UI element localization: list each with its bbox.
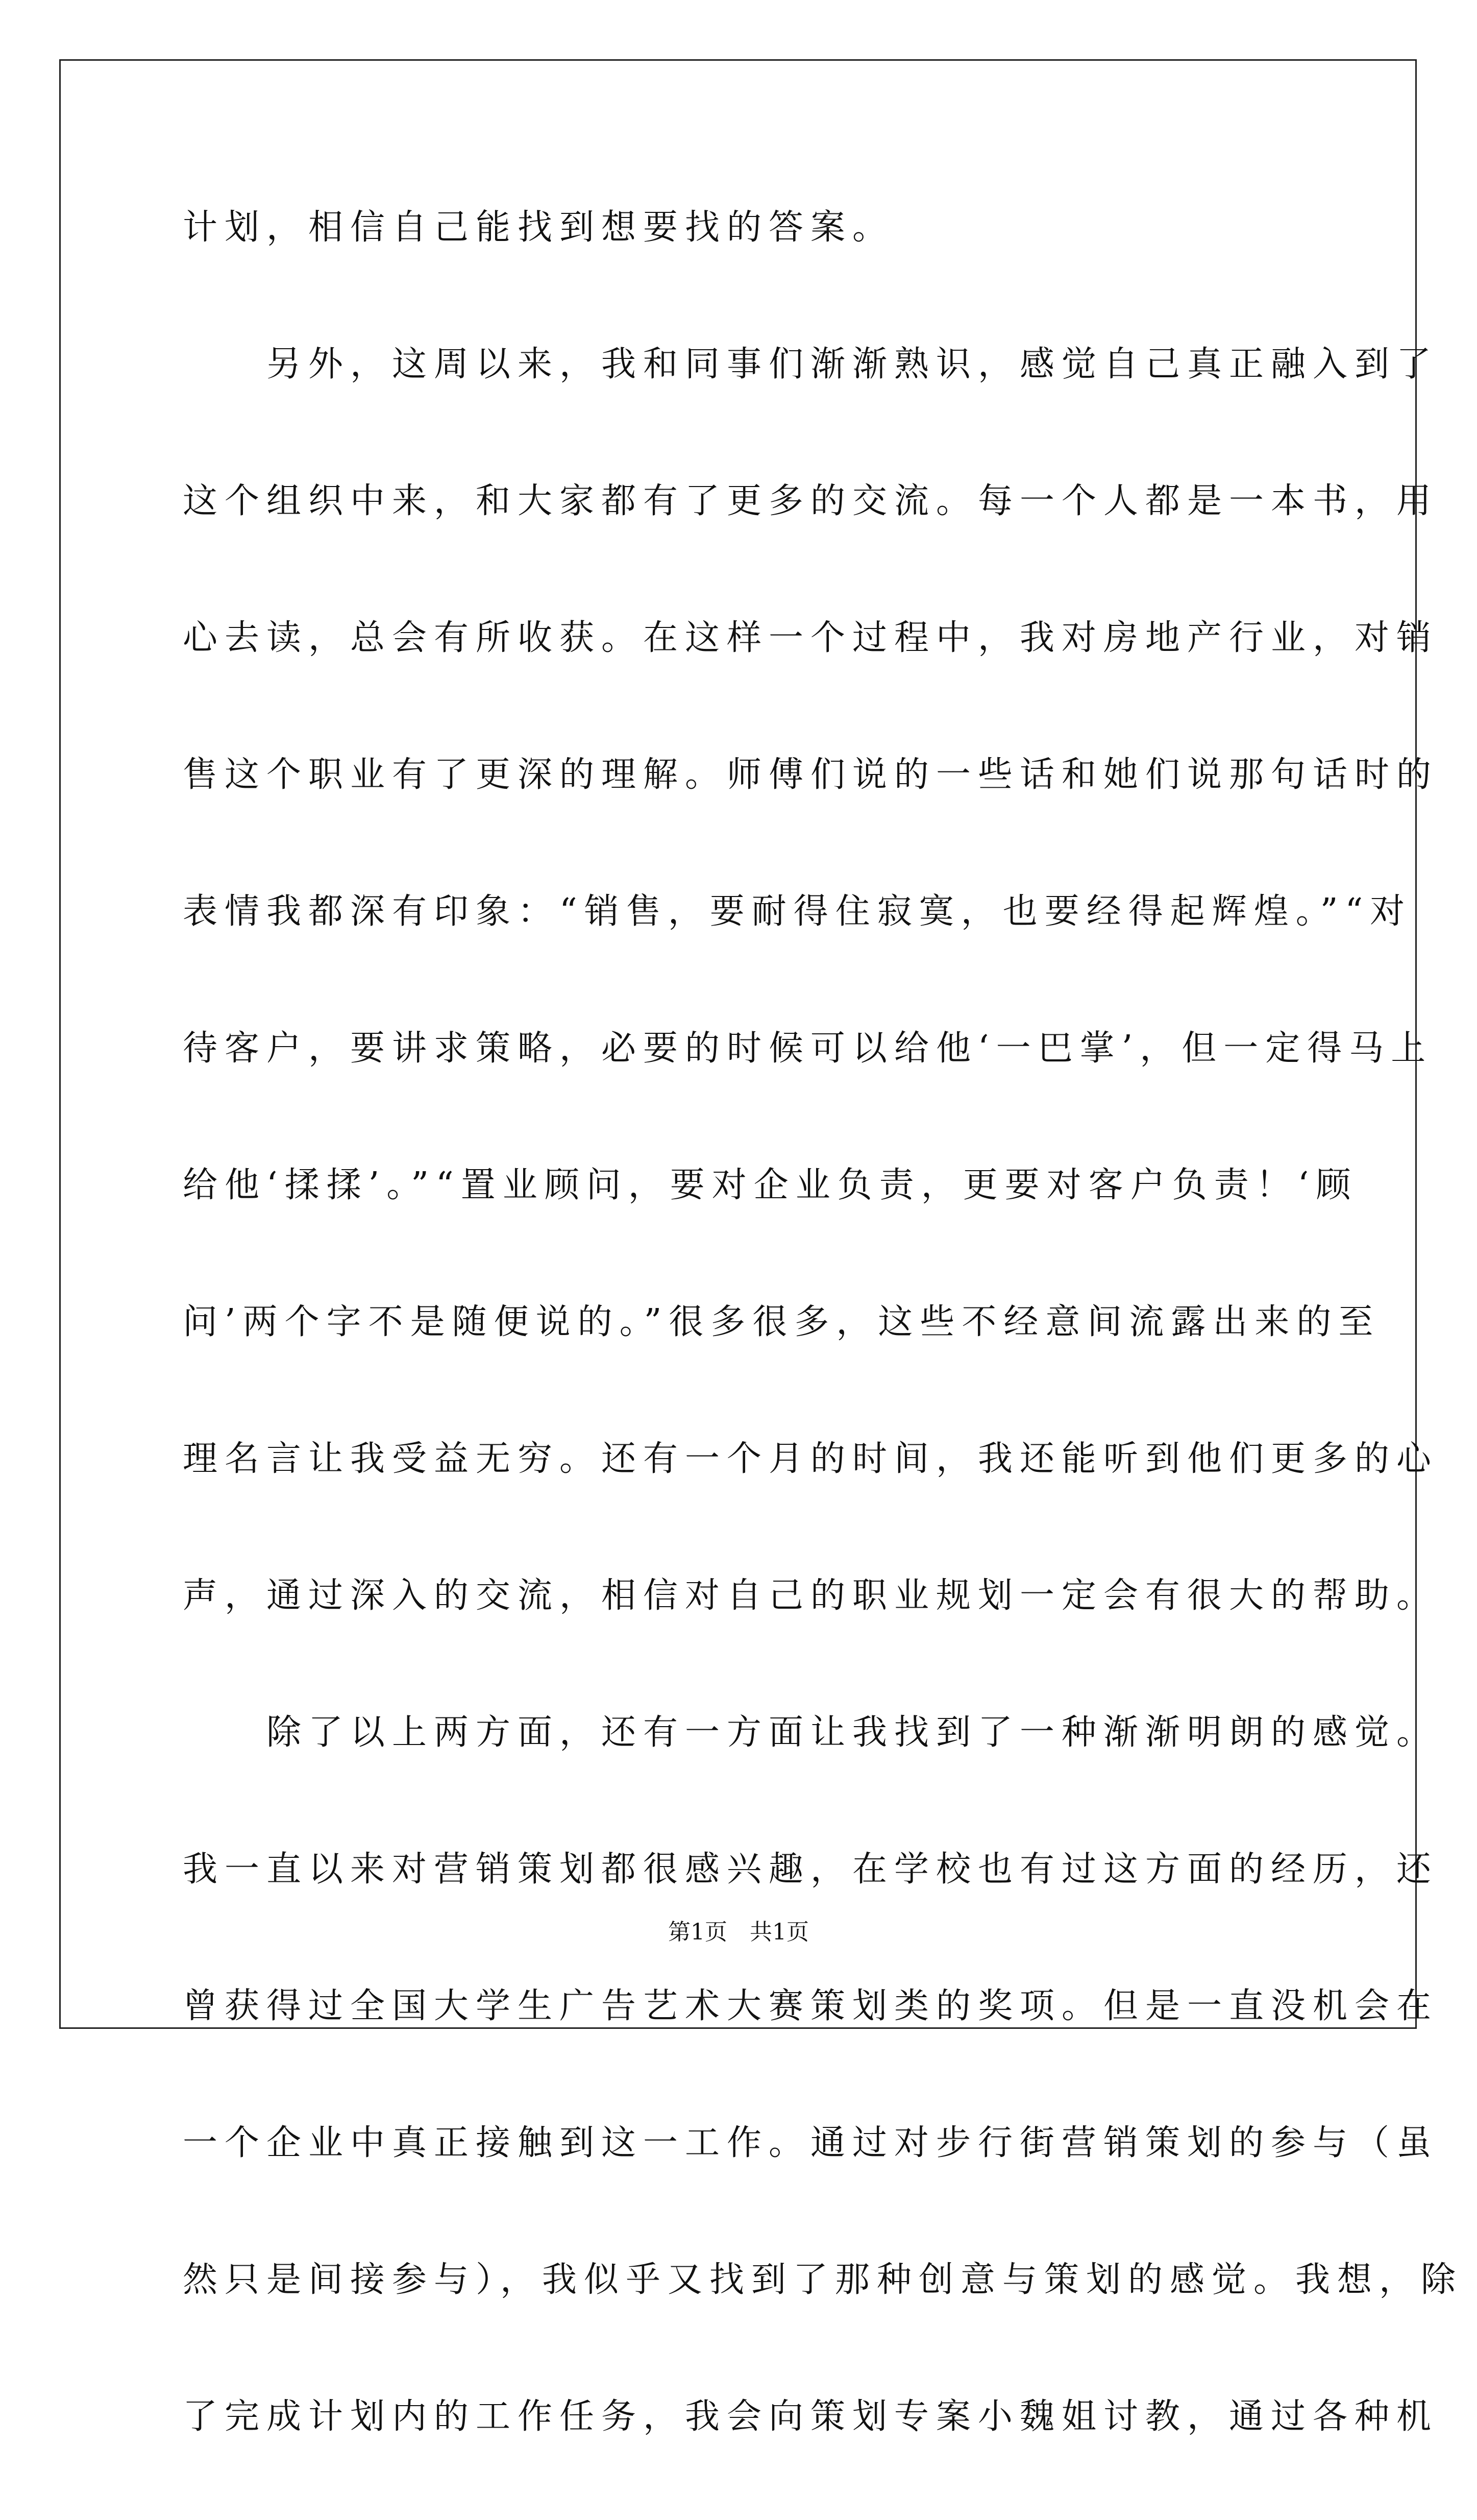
text-line: 了完成计划内的工作任务，我会向策划专案小魏姐讨教，通过各种机 <box>183 2396 1439 2437</box>
text-line: 然只是间接参与），我似乎又找到了那种创意与策划的感觉。我想，除 <box>183 2260 1463 2300</box>
text-line: 另外，这周以来，我和同事们渐渐熟识，感觉自己真正融入到了 <box>183 344 1439 384</box>
text-line: 曾获得过全国大学生广告艺术大赛策划类的奖项。但是一直没机会在 <box>183 1986 1439 2026</box>
text-line: 声，通过深入的交流，相信对自己的职业规划一定会有很大的帮助。 <box>183 1576 1439 1616</box>
text-line: 问’两个字不是随便说的。”很多很多，这些不经意间流露出来的至 <box>183 1302 1381 1342</box>
text-line: 售这个职业有了更深的理解。师傅们说的一些话和她们说那句话时的 <box>183 755 1439 795</box>
text-line: 我一直以来对营销策划都很感兴趣，在学校也有过这方面的经历，还 <box>183 1849 1439 1889</box>
text-line: 心去读，总会有所收获。在这样一个过程中，我对房地产行业，对销 <box>183 618 1439 658</box>
text-line: 待客户，要讲求策略，必要的时候可以给他‘一巴掌’，但一定得马上 <box>183 1028 1433 1069</box>
page-footer: 第1页 共1页 <box>668 1919 809 1945</box>
text-line: 除了以上两方面，还有一方面让我找到了一种渐渐明朗的感觉。 <box>183 1712 1439 1753</box>
text-line: 给他‘揉揉’。”“置业顾问，要对企业负责，更要对客户负责！‘顾 <box>183 1165 1358 1205</box>
text-line: 理名言让我受益无穷。还有一个月的时间，我还能听到他们更多的心 <box>183 1439 1439 1479</box>
text-line: 一个企业中真正接触到这一工作。通过对步行街营销策划的参与（虽 <box>183 2123 1439 2163</box>
text-line: 表情我都深有印象：“销售，要耐得住寂寞，也要经得起辉煌。”“对 <box>183 891 1412 932</box>
document-body <box>183 194 1463 2520</box>
text-line: 这个组织中来，和大家都有了更多的交流。每一个人都是一本书，用 <box>183 481 1439 521</box>
text-line: 计划，相信自己能找到想要找的答案。 <box>183 207 895 248</box>
